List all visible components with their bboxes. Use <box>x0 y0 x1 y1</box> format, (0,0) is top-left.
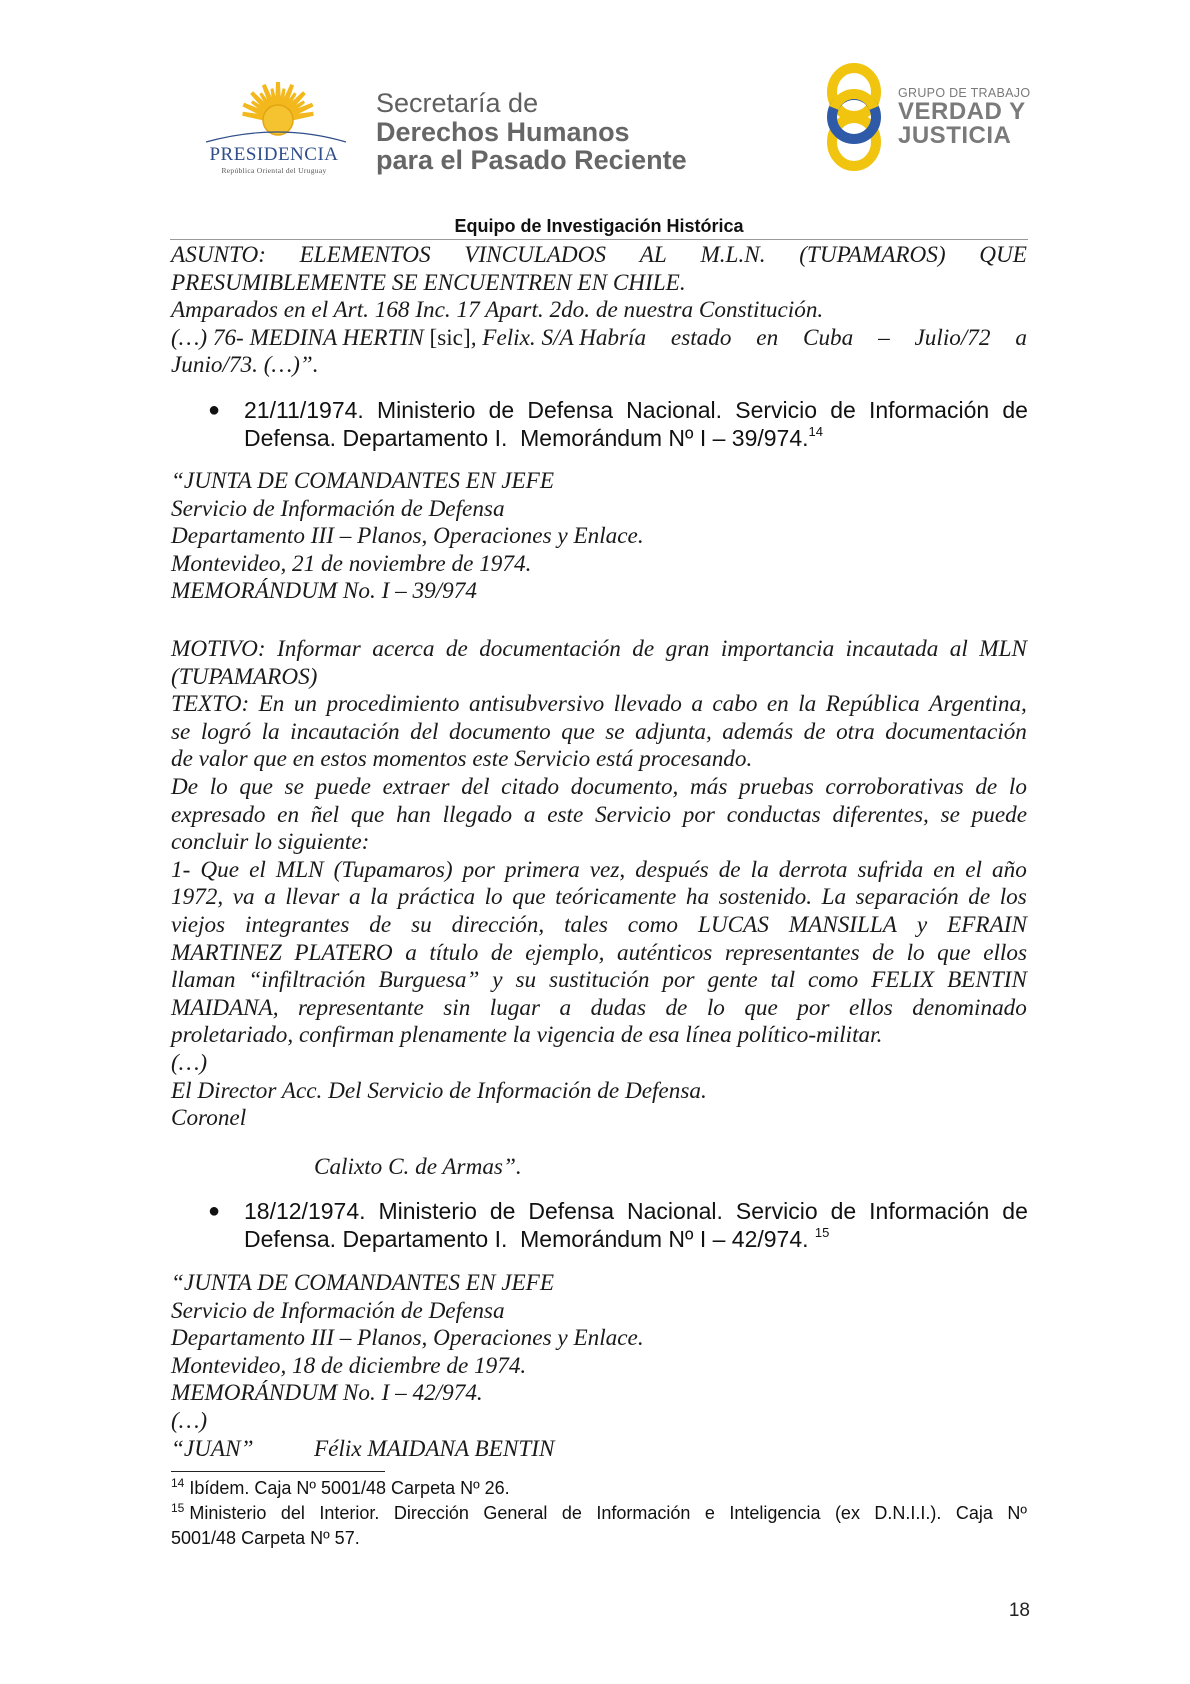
presidencia-subtitle: República Oriental del Uruguay <box>221 166 327 175</box>
grupo-line-1: GRUPO DE TRABAJO <box>898 86 1031 100</box>
footnote-15-line-1: $^{15}$ Ministerio del Interior. Dirección General de Información e Inteligencia (ex D.N.I.I.). Caja Nº <box>171 1501 1027 1523</box>
memo-39-signature <box>314 1154 814 1182</box>
header-divider <box>170 239 1028 240</box>
grupo-line-3: JUSTICIA <box>898 122 1012 149</box>
point1-line-3: viejos integrantes de su dirección, tales como LUCAS MANSILLA y EFRAIN <box>171 911 1027 938</box>
director-line: El Director Acc. Del Servicio de Información de Defensa. <box>171 1077 707 1104</box>
footnote-ref-14[interactable]: 14 <box>808 424 823 439</box>
texto-line-3: de valor que en estos momentos este Servicio está procesando. <box>171 746 753 773</box>
memo-header-line: Servicio de Información de Defensa <box>171 495 505 522</box>
grupo-trabajo-label <box>898 86 1030 148</box>
ellipsis: (…) <box>171 1049 208 1076</box>
bullet-line-1: 18/12/1974. Ministerio de Defensa Nacional. Servicio de Información de <box>244 1198 1028 1224</box>
secretaria-title <box>376 88 687 174</box>
bullet-line-2: Defensa. Departamento I. Memorándum Nº I – 42/974. $^{15}$ <box>244 1225 830 1252</box>
memo-header-line: Servicio de Información de Defensa <box>171 1297 505 1324</box>
memo-header-line: MEMORÁNDUM No. I – 39/974 <box>171 578 477 605</box>
signature-name: Calixto C. de Armas”. <box>314 1154 522 1180</box>
memo-39-body <box>171 636 1027 1133</box>
point1-line-4: MARTINEZ PLATERO a título de ejemplo, auténticos representantes de lo que ellos <box>171 939 1027 966</box>
memo-header-line: “JUNTA DE COMANDANTES EN JEFE <box>171 468 555 494</box>
alias-line <box>171 1436 1027 1464</box>
footnote-15-line-2: 5001/48 Carpeta Nº 57. <box>171 1528 360 1548</box>
bullet-icon: ● <box>208 1200 221 1222</box>
motivo-line-2: (TUPAMAROS) <box>171 663 318 690</box>
secretaria-line-3: para el Pasado Reciente <box>376 145 687 175</box>
point1-line-5: llaman “infiltración Burguesa” y su sustitución por gente tal como FELIX BENTIN <box>171 967 1027 994</box>
bullet-line-2: Defensa. Departamento I. Memorándum Nº I – 39/974.14 <box>244 424 823 451</box>
delo-line-3: concluir lo siguiente: <box>171 829 370 856</box>
person-name: Félix MAIDANA BENTIN <box>314 1435 555 1462</box>
footnote-14: $^{14}$ Ibídem. Caja Nº 5001/48 Carpeta Nº 26. <box>171 1476 510 1498</box>
ellipsis: (…) <box>171 1407 208 1434</box>
secretaria-line-2: Derechos Humanos <box>376 117 630 147</box>
memo-42-header <box>171 1270 1027 1463</box>
point1-line-1: 1- Que el MLN (Tupamaros) por primera vez, después de la derrota sufrida en el año <box>171 856 1027 883</box>
texto-line-1: TEXTO: En un procedimiento antisubversivo llevado a cabo en la República Argentina, <box>171 691 1027 718</box>
memo-header-line: “JUNTA DE COMANDANTES EN JEFE <box>171 1270 555 1296</box>
page-number: 18 <box>1008 1600 1030 1621</box>
coronel-line: Coronel <box>171 1105 247 1132</box>
point1-line-7: proletariado, confirman plenamente la vigencia de esa línea político-militar. <box>171 1022 883 1049</box>
asunto-line-2: PRESUMIBLEMENTE SE ENCUENTREN EN CHILE. <box>171 269 686 296</box>
grupo-line-2: VERDAD Y <box>898 98 1026 125</box>
bullet-item-memo-42 <box>208 1197 1028 1253</box>
team-heading: Equipo de Investigación Histórica <box>454 216 744 236</box>
memo-header-line: Montevideo, 18 de diciembre de 1974. <box>171 1352 527 1379</box>
alias: “JUAN” <box>171 1435 254 1462</box>
memo-39-header <box>171 468 1027 606</box>
memo-header-line: Departamento III – Planos, Operaciones y Enlace. <box>171 523 644 550</box>
secretaria-line-1: Secretaría de <box>376 88 539 118</box>
motivo-line: MOTIVO: Informar acerca de documentación de gran importancia incautada al MLN <box>171 636 1027 662</box>
sun-emblem-icon <box>196 80 352 146</box>
memo-header-line: Departamento III – Planos, Operaciones y Enlace. <box>171 1325 644 1352</box>
presidencia-logo <box>196 80 352 176</box>
bullet-icon: ● <box>208 399 221 421</box>
point1-line-6: MAIDANA, representante sin lugar a dudas de lo que por ellos denominado <box>171 994 1027 1021</box>
texto-line-2: se logró la incautación del documento que se adjunta, además de otra documentación <box>171 718 1027 745</box>
delo-line-2: expresado en ñel que han llegado a este Servicio por conductas diferentes, se puede <box>171 801 1027 828</box>
amparados-line: Amparados en el Art. 168 Inc. 17 Apart. 2do. de nuestra Constitución. <box>171 297 824 324</box>
bullet-item-memo-39 <box>208 396 1028 452</box>
intro-quote <box>171 242 1027 380</box>
bullet-line-1: 21/11/1974. Ministerio de Defensa Nacional. Servicio de Información de <box>244 397 1028 423</box>
asunto-line: ASUNTO: ELEMENTOS VINCULADOS AL M.L.N. (TUPAMAROS) QUE <box>171 242 1027 268</box>
bullet-text <box>244 396 1028 452</box>
point1-line-2: 1972, va a llevar a la práctica lo que teóricamente ha sostenido. La separación de los <box>171 884 1027 911</box>
delo-line-1: De lo que se puede extraer del citado documento, más pruebas corroborativas de lo <box>171 773 1027 800</box>
memo-header-line: Montevideo, 21 de noviembre de 1974. <box>171 550 532 577</box>
footnote-divider <box>171 1471 385 1472</box>
medina-line-2: Junio/73. (…)”. <box>171 352 319 379</box>
footnotes <box>171 1476 1027 1551</box>
medina-line: (…) 76- MEDINA HERTIN [sic], Felix. S/A Habría estado en Cuba – Julio/72 a <box>171 324 1027 351</box>
footnote-ref-15[interactable]: 15 <box>814 1225 830 1240</box>
memo-header-line: MEMORÁNDUM No. I – 42/974. <box>171 1380 483 1407</box>
bullet-text <box>244 1197 1028 1253</box>
presidencia-label: PRESIDENCIA <box>209 144 339 165</box>
